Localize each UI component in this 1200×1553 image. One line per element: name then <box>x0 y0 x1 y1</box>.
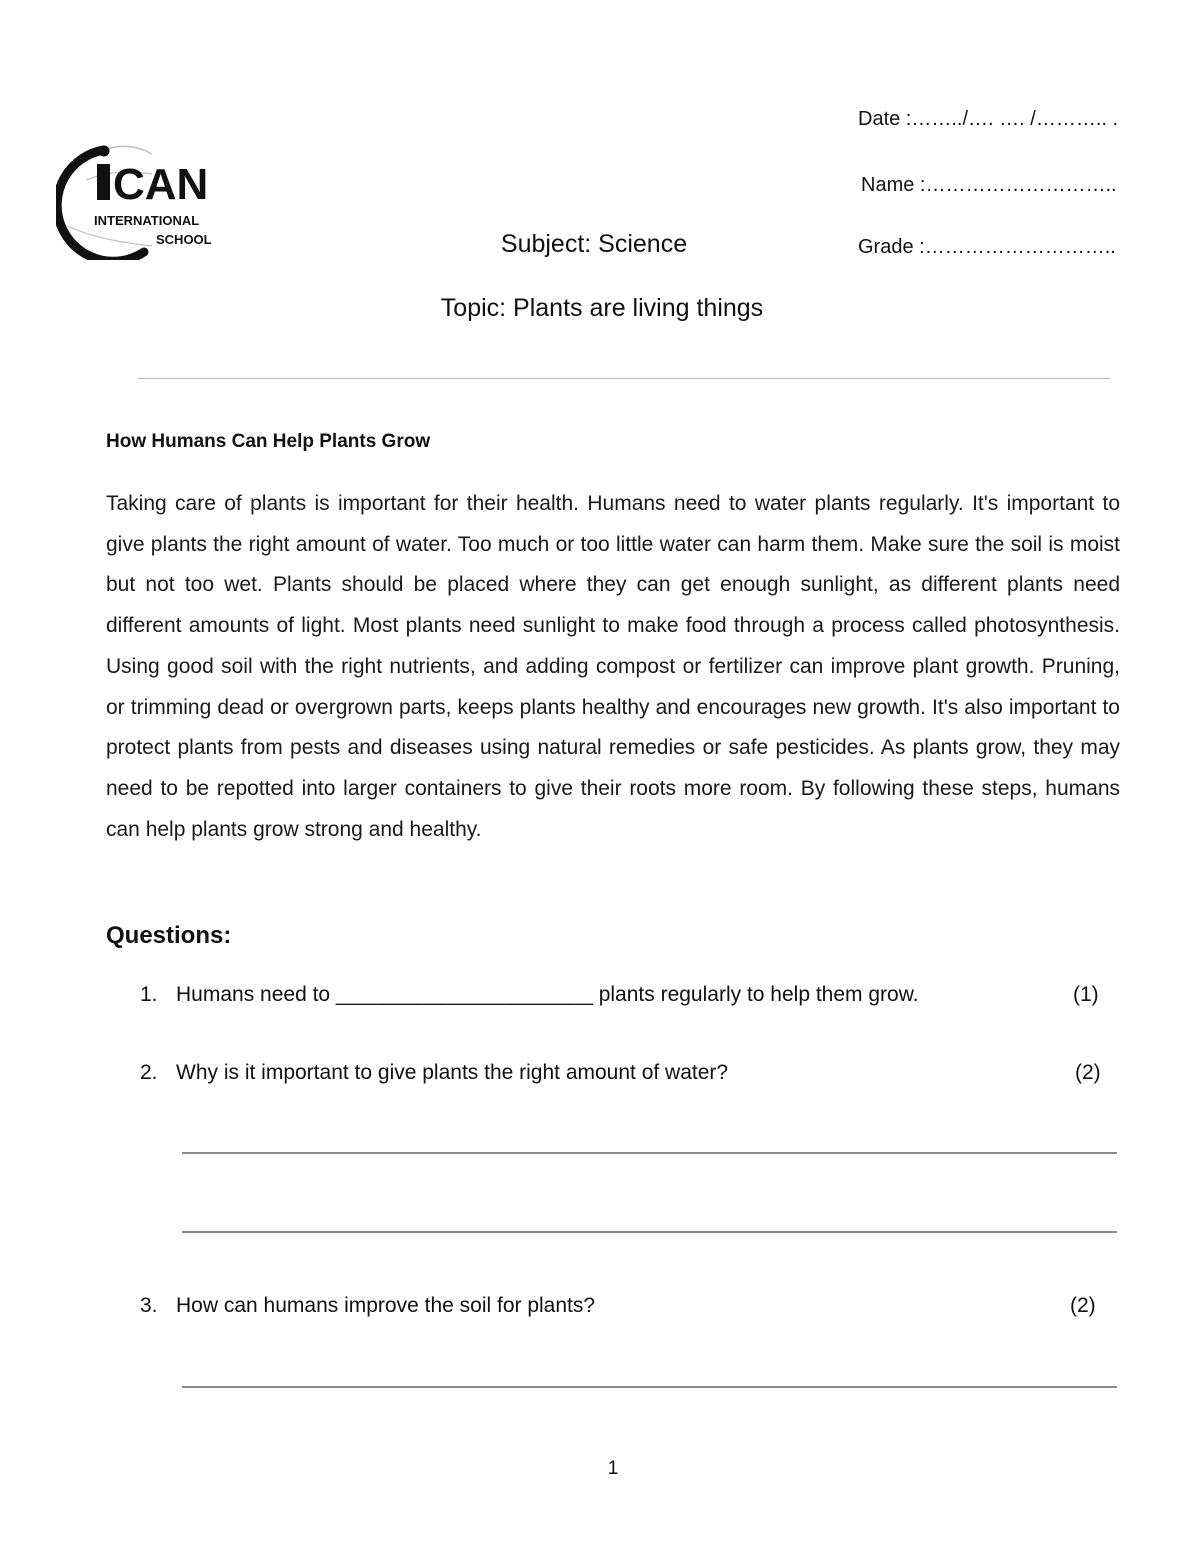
question-3-text: How can humans improve the soil for plants? <box>176 1294 596 1317</box>
question-1-marks: (1) <box>1073 983 1099 1006</box>
question-2-text: Why is it important to give plants the right amount of water? <box>176 1061 729 1084</box>
question-2-answer-line-2[interactable] <box>182 1231 1117 1233</box>
question-3-answer-line-1[interactable] <box>182 1386 1117 1388</box>
name-field: Name :……………………….. <box>861 174 1117 196</box>
subject-title: Subject: Science <box>500 230 688 258</box>
date-field: Date :……../…. …. /……….. . <box>858 108 1119 130</box>
header-divider <box>138 378 1110 379</box>
question-2-number: 2. <box>140 1061 158 1084</box>
logo-line2-text: SCHOOL <box>156 232 212 247</box>
logo-brand-text: CAN <box>113 160 209 209</box>
topic-title: Topic: Plants are living things <box>440 294 764 322</box>
question-1-text: Humans need to ______________________ plants regularly to help them grow. <box>176 983 919 1006</box>
question-2-marks: (2) <box>1075 1061 1101 1084</box>
questions-heading: Questions: <box>106 922 232 949</box>
question-3-number: 3. <box>140 1294 158 1317</box>
question-3-marks: (2) <box>1070 1294 1096 1317</box>
reading-passage: Taking care of plants is important for their health. Humans need to water plants regularly. It's important to give plants the right amount of water. Too much or too little water can harm them. Make sure the soil is moist but not too wet. Plants should be placed where they can get enough sunlight, as different plants need different amounts of light. Most plants need sunlight to make food through a process called photosynthesis. Using good soil with the right nutrients, and adding compost or fertilizer can improve plant growth. Pruning, or trimming dead or overgrown parts, keeps plants healthy and encourages new growth. It's also important to protect plants from pests and diseases using natural remedies or safe pesticides. As plants grow, they may need to be repotted into larger containers to give their roots more room. By following these steps, humans can help plants grow strong and healthy. <box>106 492 1120 841</box>
question-2-answer-line-1[interactable] <box>182 1152 1117 1154</box>
question-1-number: 1. <box>140 983 158 1006</box>
logo-line1-text: INTERNATIONAL <box>94 213 200 228</box>
page-number: 1 <box>607 1458 619 1479</box>
section-title: How Humans Can Help Plants Grow <box>106 431 431 452</box>
grade-field: Grade :……………………….. <box>858 236 1116 258</box>
